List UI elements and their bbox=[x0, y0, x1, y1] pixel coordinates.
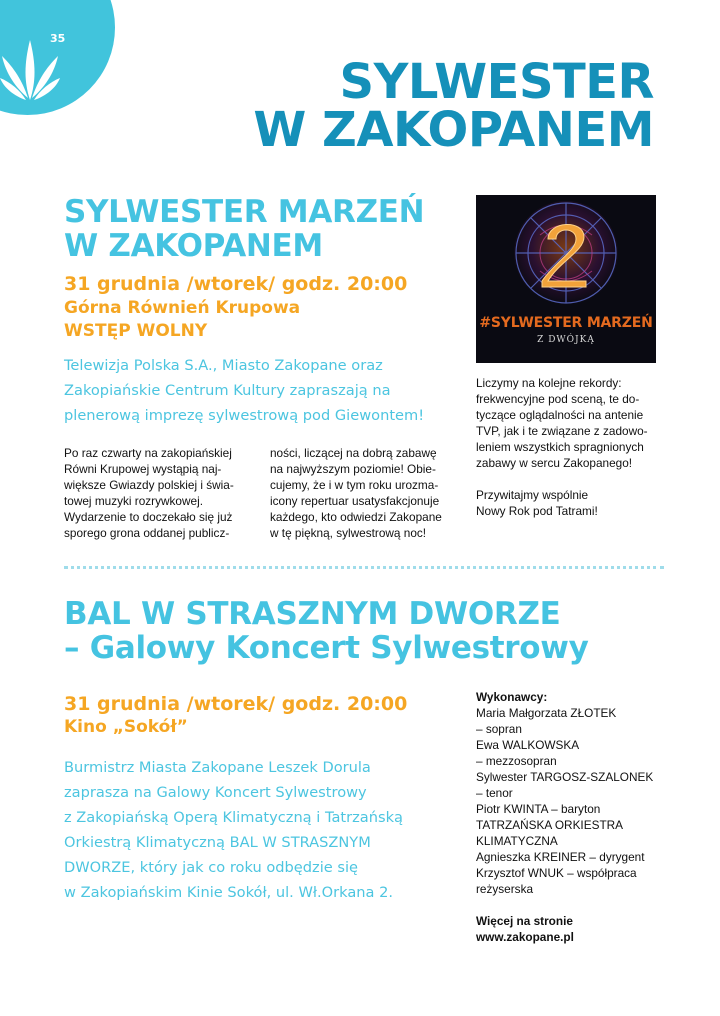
text-line: sporego grona oddanej publicz- bbox=[64, 526, 230, 540]
performer-line: Sylwester TARGOSZ-SZALONEK bbox=[476, 770, 654, 784]
section-divider bbox=[64, 566, 664, 569]
event1-venue: Górna Równień Krupowa bbox=[64, 298, 301, 318]
performer-line: TATRZAŃSKA ORKIESTRA bbox=[476, 818, 624, 832]
text-line: Po raz czwarty na zakopiańskiej bbox=[64, 446, 232, 460]
event2-title-line: – Galowy Koncert Sylwestrowy bbox=[64, 630, 589, 666]
performer-line: Piotr KWINTA – baryton bbox=[476, 802, 601, 816]
text-line: Wydarzenie to doczekało się już bbox=[64, 510, 233, 524]
event1-column-1 bbox=[64, 445, 234, 541]
lead-line: zaprasza na Galowy Koncert Sylwestrowy bbox=[64, 784, 367, 801]
event2-title-line: BAL W STRASZNYM DWORZE bbox=[64, 596, 561, 632]
more-info-heading: Więcej na stronie bbox=[476, 914, 573, 928]
event2-lead bbox=[64, 755, 403, 905]
text-line: Równi Krupowej wystąpią naj- bbox=[64, 462, 222, 476]
performer-line: Krzysztof WNUK – współpraca bbox=[476, 866, 637, 880]
page-title bbox=[253, 54, 654, 158]
text-line: icony repertuar usatysfakcjonuje bbox=[270, 494, 440, 508]
text-line: na najwyższym poziomie! Obie- bbox=[270, 462, 436, 476]
text-line: Liczymy na kolejne rekordy: bbox=[476, 376, 622, 390]
event1-poster bbox=[476, 195, 656, 363]
event1-lead bbox=[64, 353, 424, 428]
text-line: zabawy w sercu Zakopanego! bbox=[476, 456, 633, 470]
lead-line: Telewizja Polska S.A., Miasto Zakopane oraz bbox=[64, 357, 383, 374]
text-line: Przywitajmy wspólnie bbox=[476, 488, 589, 502]
event2-performers bbox=[476, 689, 653, 945]
lead-line: Orkiestrą Klimatyczną BAL W STRASZNYM bbox=[64, 834, 371, 851]
event1-date: 31 grudnia /wtorek/ godz. 20:00 bbox=[64, 273, 408, 295]
event1-entry: WSTĘP WOLNY bbox=[64, 321, 208, 341]
page-number: 35 bbox=[50, 32, 66, 45]
event1-title-line: SYLWESTER MARZEŃ bbox=[64, 194, 425, 230]
event2-venue: Kino „Sokół” bbox=[64, 717, 188, 737]
event2-date: 31 grudnia /wtorek/ godz. 20:00 bbox=[64, 693, 408, 715]
page-title-line: W ZAKOPANEM bbox=[253, 102, 654, 158]
event1-column-3 bbox=[476, 375, 648, 519]
text-line: frekwencyjne pod sceną, te do- bbox=[476, 392, 640, 406]
text-line: większe Gwiazdy polskiej i świa- bbox=[64, 478, 234, 492]
text-line: tyczące oglądalności na antenie bbox=[476, 408, 644, 422]
website-link[interactable]: www.zakopane.pl bbox=[476, 930, 574, 944]
performers-heading: Wykonawcy: bbox=[476, 690, 548, 704]
event2-title bbox=[64, 597, 589, 665]
performer-line: – sopran bbox=[476, 722, 522, 736]
text-line bbox=[476, 471, 648, 487]
text-line: ności, liczącej na dobrą zabawę bbox=[270, 446, 437, 460]
event1-title bbox=[64, 195, 424, 263]
performer-line: Ewa WALKOWSKA bbox=[476, 738, 580, 752]
poster-caption: #SYLWESTER MARZEŃ bbox=[479, 315, 653, 331]
text-line: Nowy Rok pod Tatrami! bbox=[476, 504, 598, 518]
performer-line: – tenor bbox=[476, 786, 513, 800]
event1-column-2 bbox=[270, 445, 442, 541]
poster-subcaption: Z DWÓJKĄ bbox=[537, 335, 595, 345]
text-line: cujemy, że i w tym roku urozma- bbox=[270, 478, 439, 492]
performer-line: Maria Małgorzata ZŁOTEK bbox=[476, 706, 617, 720]
performer-line: Agnieszka KREINER – dyrygent bbox=[476, 850, 645, 864]
text-line: każdego, kto odwiedzi Zakopane bbox=[270, 510, 442, 524]
performer-line: KLIMATYCZNA bbox=[476, 834, 558, 848]
text-line: towej muzyki rozrywkowej. bbox=[64, 494, 203, 508]
performer-line: reżyserska bbox=[476, 882, 534, 896]
lead-line: z Zakopiańską Operą Klimatyczną i Tatrzańską bbox=[64, 809, 403, 826]
page-title-line: SYLWESTER bbox=[339, 54, 654, 110]
text-line: TVP, jak i te związane z zadowo- bbox=[476, 424, 648, 438]
event1-title-line: W ZAKOPANEM bbox=[64, 228, 323, 264]
spacer bbox=[476, 897, 653, 913]
text-line: leniem wszystkich spragnionych bbox=[476, 440, 644, 454]
lead-line: w Zakopiańskim Kinie Sokół, ul. Wł.Orkana 2. bbox=[64, 884, 394, 901]
lead-line: DWORZE, który jak co roku odbędzie się bbox=[64, 859, 359, 876]
lead-line: Burmistrz Miasta Zakopane Leszek Dorula bbox=[64, 759, 371, 776]
lead-line: Zakopiańskie Centrum Kultury zapraszają na bbox=[64, 382, 391, 399]
text-line: w tę piękną, sylwestrową noc! bbox=[270, 526, 427, 540]
performer-line: – mezzosopran bbox=[476, 754, 557, 768]
lead-line: plenerową imprezę sylwestrową pod Giewontem! bbox=[64, 407, 425, 424]
